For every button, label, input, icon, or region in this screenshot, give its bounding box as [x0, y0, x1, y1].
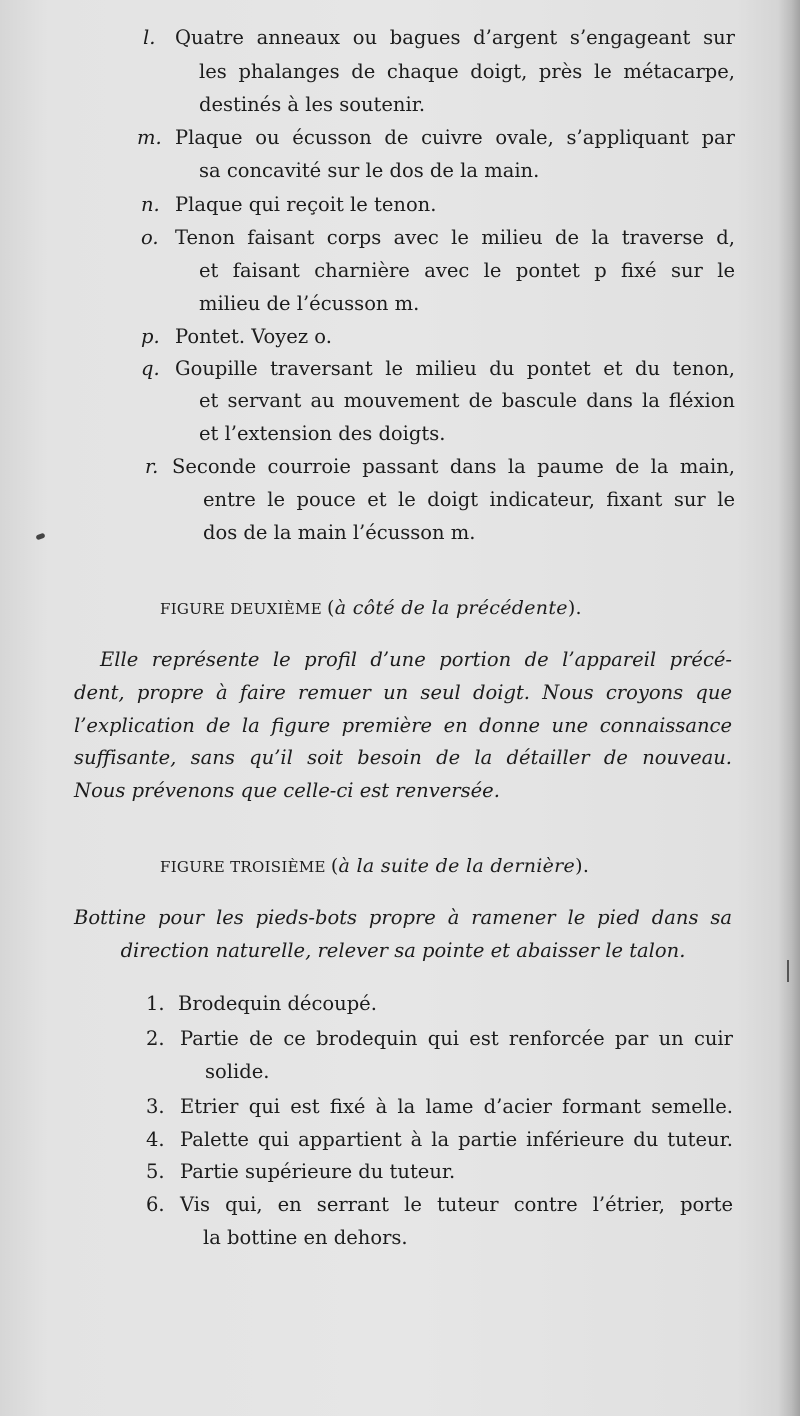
paragraph-line: Elle représente le profil d’une portion de l’appareil précé- [100, 648, 732, 671]
figure-heading-note: à la suite de la dernière [338, 855, 576, 877]
entry-line: et servant au mouvement de bascule dans la fléxion [199, 389, 735, 412]
entry-line: et l’extension des doigts. [199, 422, 446, 445]
figure-description [74, 902, 732, 968]
item-number: 1. [146, 992, 165, 1015]
entry-line: Plaque qui reçoit le tenon. [175, 193, 437, 216]
entry-letter: q. [141, 357, 160, 380]
paragraph-line: Bottine pour les pieds-bots propre à ramener le pied dans sa [74, 906, 732, 929]
margin-mark [787, 960, 789, 982]
figure-heading [160, 592, 582, 626]
entry-line: les phalanges de chaque doigt, près le métacarpe, [199, 60, 735, 83]
heading-paren: ( [330, 855, 339, 877]
entry-letter: l. [143, 26, 156, 49]
page-spine-shadow [778, 0, 800, 1416]
item-number: 3. [146, 1095, 165, 1118]
heading-paren: ). [567, 597, 582, 619]
paragraph-line: Nous prévenons que celle-ci est renversée. [74, 779, 500, 803]
item-number: 4. [146, 1128, 165, 1151]
figure-heading-note: à côté de la précédente [334, 597, 568, 619]
figure-heading-title: FIGURE DEUXIÈME [160, 600, 322, 618]
entry-line: Plaque ou écusson de cuivre ovale, s’appliquant par [175, 126, 735, 149]
entry-line: entre le pouce et le doigt indicateur, fixant sur le [203, 488, 735, 511]
entry-line: sa concavité sur le dos de la main. [199, 159, 540, 182]
paragraph-line: l’explication de la figure première en donne une connaissance [74, 713, 732, 737]
entry-line: Tenon faisant corps avec le milieu de la traverse d, [175, 226, 735, 249]
entry-letter: m. [137, 126, 162, 149]
heading-paren: ). [575, 855, 590, 877]
item-line: Palette qui appartient à la partie inférieure du tuteur. [180, 1128, 733, 1151]
entry-line: Quatre anneaux ou bagues d’argent s’engageant sur [175, 26, 735, 49]
item-line: Etrier qui est fixé à la lame d’acier formant semelle. [180, 1095, 733, 1118]
entry-line: Pontet. Voyez o. [175, 325, 332, 348]
item-line: solide. [205, 1060, 270, 1083]
ink-speck [35, 533, 45, 541]
entry-letter: o. [141, 226, 159, 249]
entry-line: et faisant charnière avec le pontet p fixé sur le [199, 259, 735, 282]
item-number: 6. [146, 1193, 165, 1216]
item-line: Vis qui, en serrant le tuteur contre l’étrier, porte [180, 1193, 733, 1216]
item-line: Partie de ce brodequin qui est renforcée par un cuir [180, 1027, 733, 1050]
entry-line: Goupille traversant le milieu du pontet et du tenon, [175, 357, 735, 380]
paragraph-line: dent, propre à faire remuer un seul doigt. Nous croyons que [74, 680, 732, 704]
item-number: 5. [146, 1160, 165, 1183]
figure-description [74, 644, 732, 808]
figure-heading-title: FIGURE TROISIÈME [160, 858, 326, 876]
entry-letter: p. [141, 325, 160, 348]
entry-line: destinés à les soutenir. [199, 93, 426, 116]
entry-line: milieu de l’écusson m. [199, 292, 420, 315]
heading-paren: ( [327, 597, 335, 619]
entry-line: dos de la main l’écusson m. [203, 521, 476, 544]
entry-line: Seconde courroie passant dans la paume de la main, [172, 455, 735, 478]
figure-heading [160, 850, 589, 884]
entry-letter: r. [145, 455, 159, 478]
item-line: Partie supérieure du tuteur. [180, 1160, 456, 1183]
paragraph-line: suffisante, sans qu’il soit besoin de la détailler de nouveau. [74, 746, 732, 770]
item-line: Brodequin découpé. [178, 992, 377, 1015]
item-line: la bottine en dehors. [203, 1226, 408, 1249]
item-number: 2. [146, 1027, 165, 1050]
entry-letter: n. [141, 193, 160, 216]
paragraph-line: direction naturelle, relever sa pointe et abaisser le talon. [120, 938, 686, 962]
